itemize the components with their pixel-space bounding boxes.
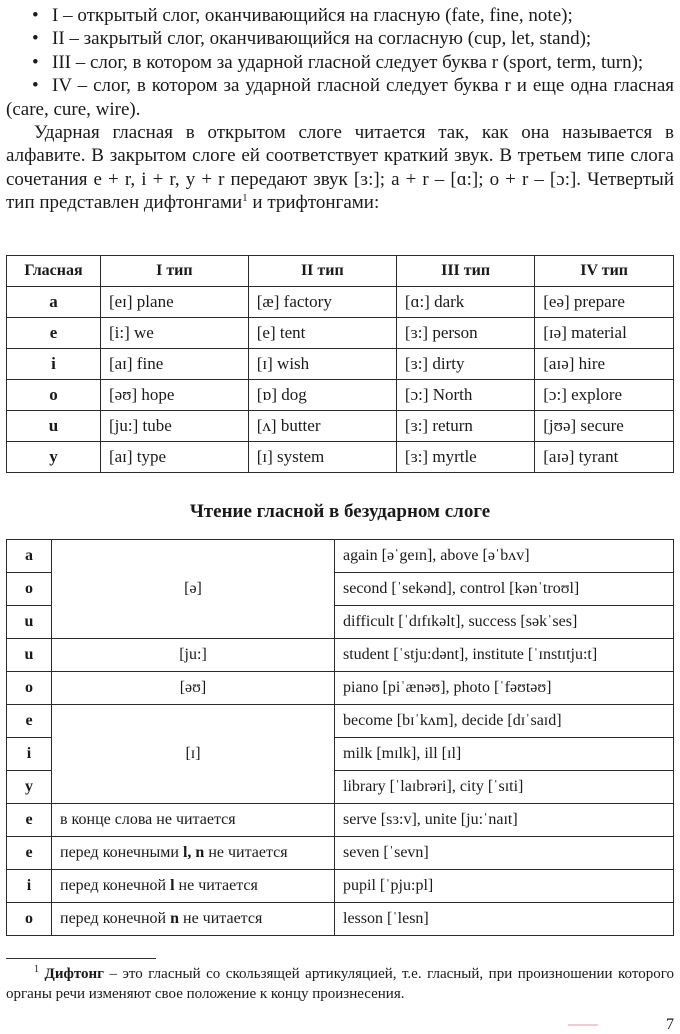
footnote — [6, 964, 674, 1004]
vowel-cell: i — [7, 349, 101, 380]
vowel-cell: i — [7, 870, 52, 903]
vowel-cell: a — [7, 287, 101, 318]
sound-cell: [ɪ] — [52, 705, 335, 804]
example-cell: [eɪ] plane — [100, 287, 248, 318]
vowel-cell: e — [7, 705, 52, 738]
example-cell: [ɜ:] myrtle — [396, 442, 534, 473]
example-cell: [aɪə] tyrant — [535, 442, 674, 473]
column-header: II тип — [248, 256, 396, 287]
example-cell: second [ˈsekənd], control [kənˈtroʊl] — [335, 573, 674, 606]
rule-text: в конце слова не читается — [60, 811, 236, 828]
rule-text: не читается — [179, 910, 263, 927]
table-row — [7, 705, 674, 738]
example-cell: again [əˈgeɪn], above [əˈbʌv] — [335, 540, 674, 573]
table-row — [7, 411, 674, 442]
footnote-reference: 1 — [242, 192, 248, 205]
column-header: Гласная — [7, 256, 101, 287]
example-cell: difficult [ˈdɪfɪkəlt], success [səkˈses] — [335, 606, 674, 639]
example-cell: library [ˈlaɪbrəri], city [ˈsɪti] — [335, 771, 674, 804]
example-cell: [əʊ] hope — [100, 380, 248, 411]
example-cell: serve [sɜ:v], unite [ju:ˈnaɪt] — [335, 804, 674, 837]
sound-cell: [əʊ] — [52, 672, 335, 705]
list-item-text: IV – слог, в котором за ударной гласной следует буква r и еще одна гласная (care, cure, wire). — [6, 75, 674, 120]
rule-letter: l, n — [182, 844, 205, 861]
footnote-mark: 1 — [34, 964, 39, 975]
page-number: 7 — [666, 1016, 674, 1033]
footnote-term: Дифтонг — [44, 966, 104, 982]
table-row — [7, 672, 674, 705]
table-row — [7, 804, 674, 837]
table-row — [7, 903, 674, 936]
sound-cell: [ju:] — [52, 639, 335, 672]
table-row — [7, 349, 674, 380]
vowel-cell: o — [7, 903, 52, 936]
list-item — [6, 74, 674, 121]
list-item — [6, 27, 674, 50]
paragraph-text: Ударная гласная в открытом слоге читается так, как она называется в алфавите. В закрытом слоге ей соответствует краткий звук. В третьем типе слога сочетания e + r, i + r, y + r передают звук [ɜ:]; a + r – [ɑ:]; o + r – [ɔ:]. Четвертый тип представлен дифтонгами — [6, 122, 674, 214]
column-header: I тип — [100, 256, 248, 287]
example-cell: [aɪə] hire — [535, 349, 674, 380]
example-cell: [ɔ:] North — [396, 380, 534, 411]
example-cell: [ɪ] system — [248, 442, 396, 473]
example-cell: become [bɪˈkʌm], decide [dɪˈsaɪd] — [335, 705, 674, 738]
bullet-icon: • — [32, 51, 39, 73]
list-item — [6, 4, 674, 27]
example-cell: [e] tent — [248, 318, 396, 349]
example-cell: [aɪ] type — [100, 442, 248, 473]
example-cell: [ɔ:] explore — [535, 380, 674, 411]
paragraph-tail: и трифтонгами: — [247, 192, 380, 214]
stressed-vowel-table — [6, 255, 674, 473]
example-cell: [ɪə] material — [535, 318, 674, 349]
example-cell: piano [piˈænəʊ], photo [ˈfəʊtəʊ] — [335, 672, 674, 705]
vowel-cell: i — [7, 738, 52, 771]
example-cell: lesson [ˈlesn] — [335, 903, 674, 936]
table-row — [7, 442, 674, 473]
rule-text: не читается — [174, 877, 258, 894]
rule-cell — [52, 870, 335, 903]
table-row — [7, 870, 674, 903]
table-row — [7, 639, 674, 672]
example-cell: [ʌ] butter — [248, 411, 396, 442]
example-cell: [ɜ:] return — [396, 411, 534, 442]
unstressed-vowel-table — [6, 539, 674, 936]
section-heading: Чтение гласной в безударном слоге — [189, 501, 491, 522]
list-item — [6, 51, 674, 74]
vowel-cell: u — [7, 639, 52, 672]
list-item-text: III – слог, в котором за ударной гласной следует буква r (sport, term, turn); — [52, 51, 644, 73]
rule-text: не читается — [204, 844, 288, 861]
example-cell: [eə] prepare — [535, 287, 674, 318]
example-cell: milk [mɪlk], ill [ɪl] — [335, 738, 674, 771]
vowel-cell: e — [7, 804, 52, 837]
rule-text: перед конечными — [60, 844, 183, 861]
example-cell: [ju:] tube — [100, 411, 248, 442]
example-cell: pupil [ˈpju:pl] — [335, 870, 674, 903]
body-paragraph — [6, 121, 674, 215]
rule-letter: n — [170, 910, 179, 927]
bullet-icon: • — [32, 75, 39, 97]
vowel-cell: e — [7, 837, 52, 870]
rule-text: перед конечной — [60, 877, 171, 894]
example-cell: [ɑ:] dark — [396, 287, 534, 318]
footnote-text: – это гласный со скользящей артикуляцией, т.е. гласный, при произношении которого органы речи изменяют свое положение к концу произнесения. — [6, 966, 674, 1002]
column-header: IV тип — [535, 256, 674, 287]
table-header-row — [7, 256, 674, 287]
example-cell: [jʊə] secure — [535, 411, 674, 442]
decorative-mark — [568, 1024, 598, 1026]
vowel-cell: a — [7, 540, 52, 573]
example-cell: student [ˈstju:dənt], institute [ˈɪnstɪtju:t] — [335, 639, 674, 672]
rule-text: перед конечной — [60, 910, 171, 927]
example-cell: [ɜ:] person — [396, 318, 534, 349]
vowel-cell: u — [7, 411, 101, 442]
vowel-cell: o — [7, 672, 52, 705]
syllable-types-list — [6, 4, 674, 215]
list-item-text: II – закрытый слог, оканчивающийся на согласную (cup, let, stand); — [52, 28, 592, 50]
vowel-cell: u — [7, 606, 52, 639]
example-cell: [aɪ] fine — [100, 349, 248, 380]
bullet-icon: • — [32, 5, 39, 26]
table-row — [7, 287, 674, 318]
bullet-icon: • — [32, 28, 39, 50]
sound-cell: [ə] — [52, 540, 335, 639]
table-row — [7, 540, 674, 573]
example-cell: [æ] factory — [248, 287, 396, 318]
table-row — [7, 837, 674, 870]
page-content — [6, 4, 674, 1033]
example-cell: [ɒ] dog — [248, 380, 396, 411]
rule-letter: l — [170, 877, 175, 894]
rule-cell — [52, 837, 335, 870]
table-row — [7, 318, 674, 349]
example-cell: [ɜ:] dirty — [396, 349, 534, 380]
list-item-text: I – открытый слог, оканчивающийся на гласную (fate, fine, note); — [52, 5, 573, 26]
column-header: III тип — [396, 256, 534, 287]
rule-cell — [52, 804, 335, 837]
vowel-cell: o — [7, 573, 52, 606]
table-row — [7, 380, 674, 411]
example-cell: [ɪ] wish — [248, 349, 396, 380]
footnote-divider — [6, 958, 156, 959]
vowel-cell: o — [7, 380, 101, 411]
example-cell: [i:] we — [100, 318, 248, 349]
vowel-cell: y — [7, 442, 101, 473]
vowel-cell: y — [7, 771, 52, 804]
example-cell: seven [ˈsevn] — [335, 837, 674, 870]
rule-cell — [52, 903, 335, 936]
vowel-cell: e — [7, 318, 101, 349]
